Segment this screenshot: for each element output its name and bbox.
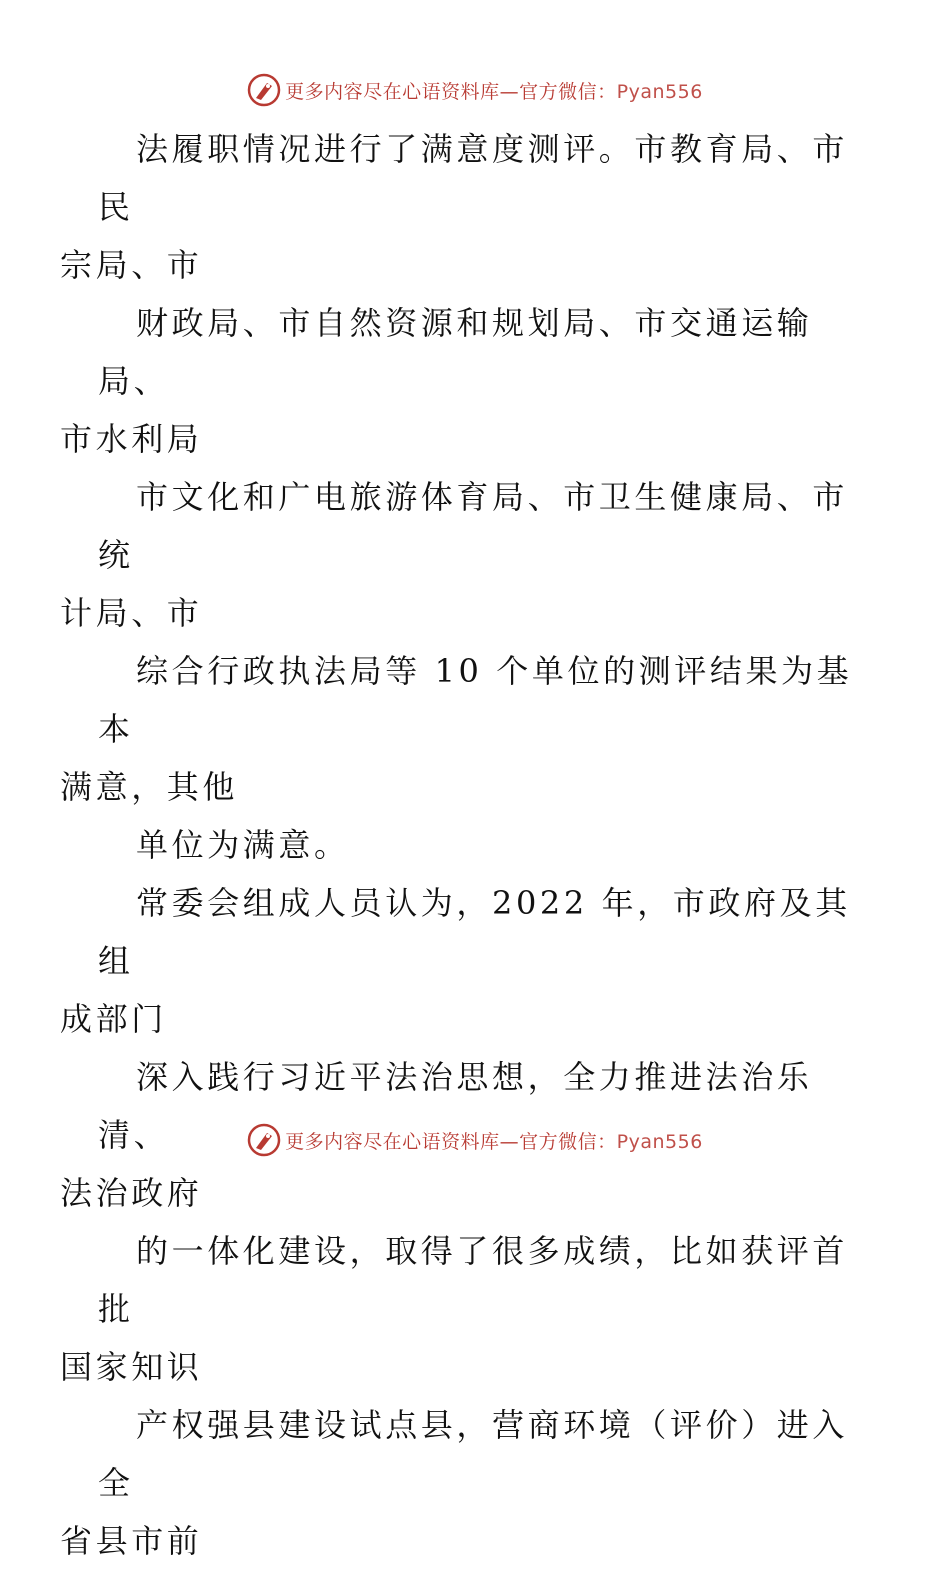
paragraph-6 [60, 874, 858, 1048]
paragraph-4-line-1: 综合行政执法局等 10 个单位的测评结果为基本 [98, 652, 853, 748]
watermark-text-cn: 更多内容尽在心语资料库—官方微信： [285, 80, 617, 103]
paragraph-6-line-1: 常委会组成人员认为，2022 年，市政府及其组 [98, 884, 851, 980]
paragraph-4-line-2: 满意，其他 [60, 768, 239, 806]
header-watermark-banner [0, 70, 950, 110]
paragraph-1-line-2: 宗局、市 [60, 246, 203, 284]
paragraph-3-line-2: 计局、市 [60, 594, 203, 632]
footer-watermark-banner [0, 1120, 950, 1160]
paragraph-3-line-1: 市文化和广电旅游体育局、市卫生健康局、市统 [98, 478, 849, 574]
paragraph-4 [60, 642, 858, 816]
paragraph-9-line-1: 产权强县建设试点县，营商环境（评价）进入全 [98, 1406, 849, 1502]
paragraph-1 [60, 120, 858, 294]
paragraph-2-line-2: 市水利局 [60, 420, 203, 458]
watermark-text [285, 1127, 703, 1154]
paragraph-8-line-2: 国家知识 [60, 1348, 203, 1386]
paragraph-7-line-2: 法治政府 [60, 1174, 203, 1212]
paragraph-9 [60, 1396, 858, 1570]
paragraph-2 [60, 294, 858, 468]
watermark-text-cn: 更多内容尽在心语资料库—官方微信： [285, 1130, 617, 1153]
paragraph-5 [98, 816, 858, 874]
paragraph-2-line-1: 财政局、市自然资源和规划局、市交通运输局、 [98, 304, 813, 400]
watermark-text [285, 77, 703, 104]
pen-nib-logo-icon [247, 1123, 281, 1157]
paragraph-7-line-1: 深入践行习近平法治思想，全力推进法治乐清、 [98, 1058, 813, 1154]
paragraph-5-line-1: 单位为满意。 [136, 826, 350, 864]
paragraph-8 [60, 1222, 858, 1396]
pen-nib-logo-icon [247, 73, 281, 107]
paragraph-6-line-2: 成部门 [60, 1000, 167, 1038]
paragraph-3 [60, 468, 858, 642]
paragraph-8-line-1: 的一体化建设，取得了很多成绩，比如获评首批 [98, 1232, 849, 1328]
watermark-wechat-id: Pyan556 [616, 1130, 703, 1153]
document-body [60, 120, 858, 1570]
watermark-wechat-id: Pyan556 [616, 80, 703, 103]
paragraph-9-line-2: 省县市前 [60, 1522, 203, 1560]
paragraph-1-line-1: 法履职情况进行了满意度测评。市教育局、市民 [98, 130, 849, 226]
